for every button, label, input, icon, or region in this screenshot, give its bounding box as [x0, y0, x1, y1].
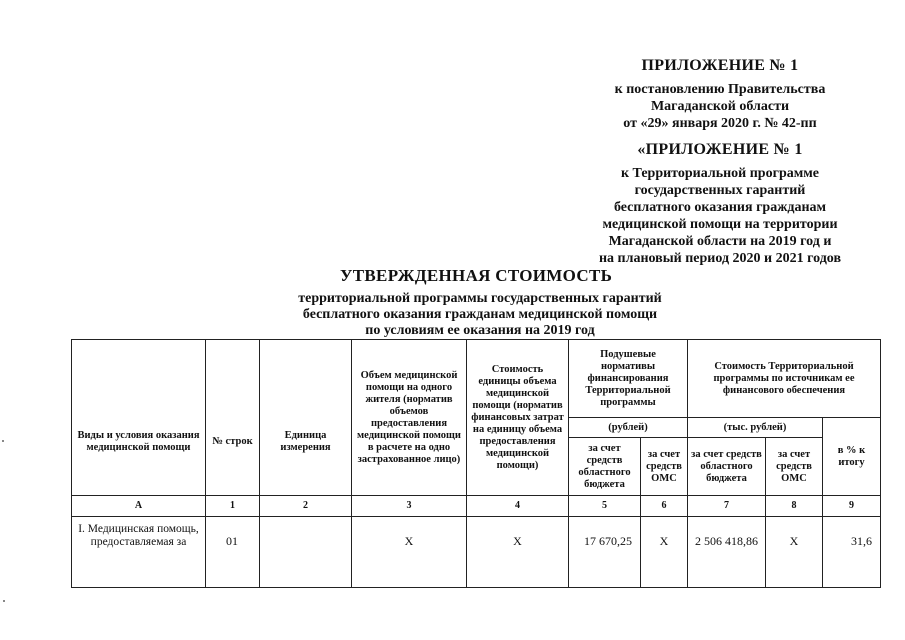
header-cost-by-source: Стоимость Территориальной программы по источникам ее финансового обеспечения: [688, 340, 881, 418]
row-code: 01: [206, 517, 260, 588]
resolution-line: к постановлению Правительства: [614, 82, 826, 97]
header-per-capita-budget: за счет средств областного бюджета: [569, 438, 641, 496]
row-unit: [260, 517, 352, 588]
header-volume: Объем медицинской помощи на одного жителя (норматив объемов предоставления медицинской помощи в расчете на одно застрахованное лицо): [352, 340, 467, 496]
column-number: 9: [823, 496, 881, 517]
row-per-capita-budget: 17 670,25: [569, 517, 641, 588]
document-subtitle: [280, 291, 680, 339]
column-number: 5: [569, 496, 641, 517]
column-number: 6: [641, 496, 688, 517]
column-number: 4: [467, 496, 569, 517]
document-title: УТВЕРЖДЕННАЯ СТОИМОСТЬ: [340, 266, 613, 285]
resolution-line: Магаданской области: [650, 99, 790, 114]
column-number: 1: [206, 496, 260, 517]
scan-speck: [3, 600, 5, 602]
inner-appendix-title: «ПРИЛОЖЕНИЕ № 1: [637, 141, 803, 158]
row-per-capita-oms: Х: [641, 517, 688, 588]
appendix-header: [575, 57, 865, 267]
column-numbers-row: [72, 496, 881, 517]
header-row-no: № строк: [206, 340, 260, 496]
resolution-date-line: от «29» января 2020 г. № 42-пп: [623, 116, 817, 131]
subtitle-line: территориальной программы государственных гарантий: [298, 291, 662, 306]
program-line: Магаданской области на 2019 год и: [608, 234, 832, 249]
column-number: 2: [260, 496, 352, 517]
program-line: на плановый период 2020 и 2021 годов: [598, 251, 842, 266]
subtitle-line: бесплатного оказания гражданам медицинской помощи: [302, 307, 658, 322]
table-row: [72, 517, 881, 588]
row-volume: Х: [352, 517, 467, 588]
header-per-capita-unit: (рублей): [569, 418, 688, 438]
row-cost-budget: 2 506 418,86: [688, 517, 766, 588]
header-cost-oms: за счет средств ОМС: [766, 438, 823, 496]
column-number: 8: [766, 496, 823, 517]
column-number: 7: [688, 496, 766, 517]
row-cost-oms: Х: [766, 517, 823, 588]
scan-speck: [2, 440, 4, 442]
appendix-title: ПРИЛОЖЕНИЕ № 1: [641, 57, 799, 74]
header-percent-total: в % к итогу: [823, 418, 881, 496]
subtitle-line: по условиям ее оказания на 2019 год: [365, 323, 595, 338]
cost-table: [71, 339, 881, 588]
header-unit: Единица измерения: [260, 340, 352, 496]
program-line: бесплатного оказания гражданам: [613, 200, 827, 215]
program-line: к Территориальной программе: [620, 166, 820, 181]
program-line: медицинской помощи на территории: [602, 217, 838, 232]
header-per-capita: Подушевые нормативы финансирования Территориальной программы: [569, 340, 688, 418]
header-unit-cost: Стоимость единицы объема медицинской помощи (норматив финансовых затрат на единицу объема предоставления медицинской помощи): [467, 340, 569, 496]
row-unit-cost: Х: [467, 517, 569, 588]
column-number: А: [72, 496, 206, 517]
row-label: I. Медицинская помощь, предоставляемая за: [72, 517, 206, 588]
column-number: 3: [352, 496, 467, 517]
program-line: государственных гарантий: [634, 183, 806, 198]
header-cost-budget: за счет средств областного бюджета: [688, 438, 766, 496]
row-percent: 31,6: [823, 517, 881, 588]
header-types: Виды и условия оказания медицинской помощи: [72, 340, 206, 496]
header-cost-unit: (тыс. рублей): [688, 418, 823, 438]
header-per-capita-oms: за счет средств ОМС: [641, 438, 688, 496]
